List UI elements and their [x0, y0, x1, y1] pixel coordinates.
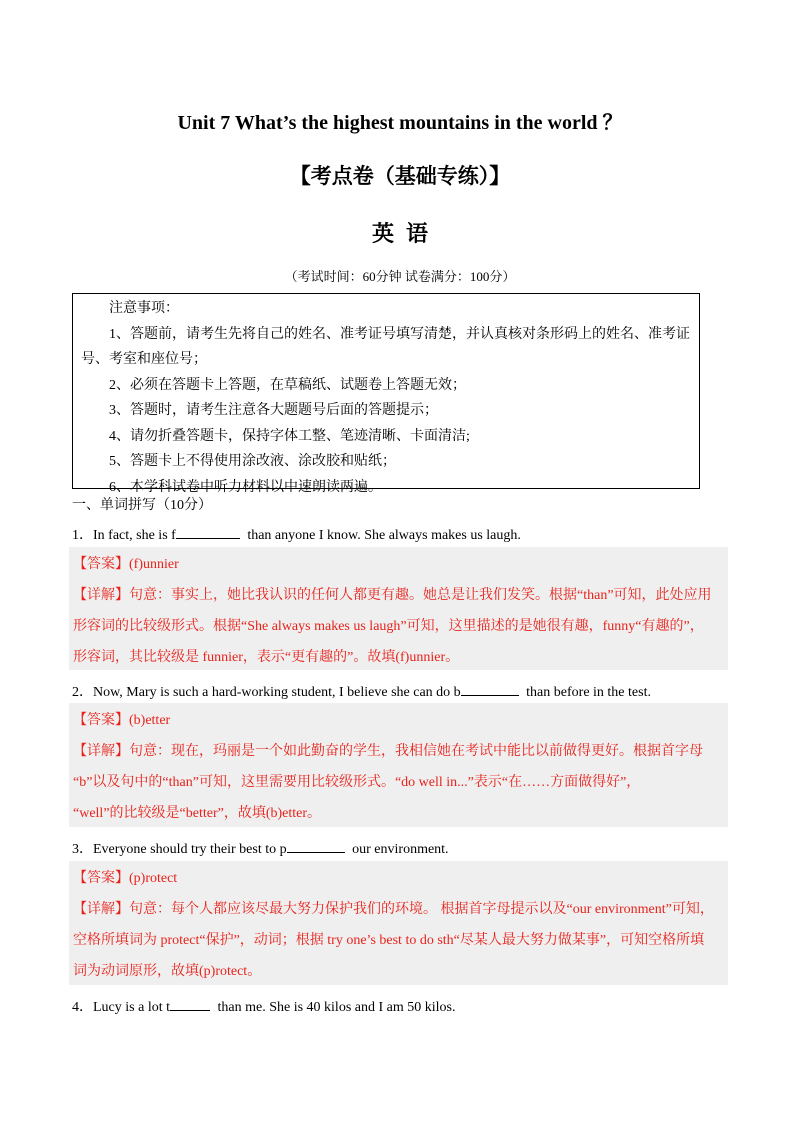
notice-box — [72, 293, 700, 495]
question-number: 3． — [72, 842, 93, 857]
notice-item: 3、答题时，请考生注意各大题题号后面的答题提示； — [109, 403, 438, 418]
notice-item: 6、本学科试卷中听力材料以中速朗读两遍。 — [109, 479, 382, 495]
explanation-line: “b”以及句中的“than”可知，这里需要用比较级形式。“do well in...”表示“在……方面做得好”， — [73, 775, 641, 790]
question-text-after: our environment. — [348, 842, 449, 857]
answer-blank — [176, 524, 240, 539]
answer-block-1 — [69, 547, 728, 670]
explanation-line: 空格所填词为 protect“保护”，动词；根据 try one’s best to do sth“尽某人最大努力做某事”，可知空格所填 — [73, 933, 705, 948]
answer-blank — [287, 838, 345, 853]
section-heading: 一、单词拼写（10分） — [72, 498, 212, 513]
explanation-line: 词为动词原形，故填(p)rotect。 — [73, 964, 262, 979]
answer-blank — [170, 996, 210, 1011]
question-number: 4． — [72, 1000, 93, 1015]
question-text-after: than before in the test. — [522, 685, 651, 700]
explanation-line: 【详解】句意：每个人都应该尽最大努力保护我们的环境。 根据首字母提示以及“our environment”可知， — [73, 902, 714, 917]
explanation-line: “well”的比较级是“better”，故填(b)etter。 — [73, 806, 322, 821]
answer-block-3 — [69, 861, 728, 985]
notice-item: 5、答题卡上不得使用涂改液、涂改胶和贴纸； — [109, 454, 396, 469]
notice-item: 4、请勿折叠答题卡，保持字体工整、笔迹清晰、卡面清洁; — [109, 428, 470, 444]
question-4 — [72, 996, 455, 1016]
question-text-before: Everyone should try their best to p — [93, 842, 287, 857]
document-title: Unit 7 What’s the highest mountains in the world ？ — [177, 112, 623, 134]
question-text-after: than anyone I know. She always makes us laugh. — [243, 528, 521, 543]
question-2 — [72, 681, 651, 701]
notice-heading: 注意事项： — [109, 301, 179, 316]
question-text-before: Now, Mary is such a hard-working student, I believe she can do b — [93, 685, 461, 700]
answer-line: 【答案】(b)etter — [73, 713, 171, 728]
exam-info: （考试时间：60分钟 试卷满分：100分） — [284, 269, 516, 284]
question-3 — [72, 838, 449, 858]
document-subtitle: 【考点卷（基础专练）】 — [289, 164, 511, 188]
question-text-after: than me. She is 40 kilos and I am 50 kilos. — [214, 1000, 456, 1015]
explanation-line: 【详解】句意：事实上，她比我认识的任何人都更有趣。她总是让我们发笑。根据“than”可知，此处应用 — [73, 588, 712, 603]
question-text-before: In fact, she is f — [93, 528, 176, 543]
answer-block-2 — [69, 703, 728, 827]
notice-item: 1、答题前，请考生先将自己的姓名、准考证号填写清楚，并认真核对条形码上的姓名、准考证号、考室和座位号； — [81, 326, 690, 367]
subject-heading: 英语 — [371, 221, 440, 246]
explanation-line: 形容词的比较级形式。根据“She always makes us laugh”可知，这里描述的是她很有趣，funny“有趣的”， — [73, 619, 704, 634]
question-1 — [72, 524, 521, 544]
answer-line: 【答案】(f)unnier — [73, 557, 179, 572]
question-text-before: Lucy is a lot t — [93, 1000, 170, 1015]
answer-line: 【答案】(p)rotect — [73, 871, 178, 886]
question-number: 2． — [72, 685, 93, 700]
answer-blank — [461, 681, 519, 696]
explanation-line: 形容词，其比较级是 funnier，表示“更有趣的”。故填(f)unnier。 — [73, 650, 460, 665]
question-number: 1． — [72, 528, 93, 543]
notice-item: 2、必须在答题卡上答题，在草稿纸、试题卷上答题无效； — [109, 377, 466, 393]
explanation-line: 【详解】句意：现在，玛丽是一个如此勤奋的学生，我相信她在考试中能比以前做得更好。根据首字母 — [73, 744, 703, 759]
